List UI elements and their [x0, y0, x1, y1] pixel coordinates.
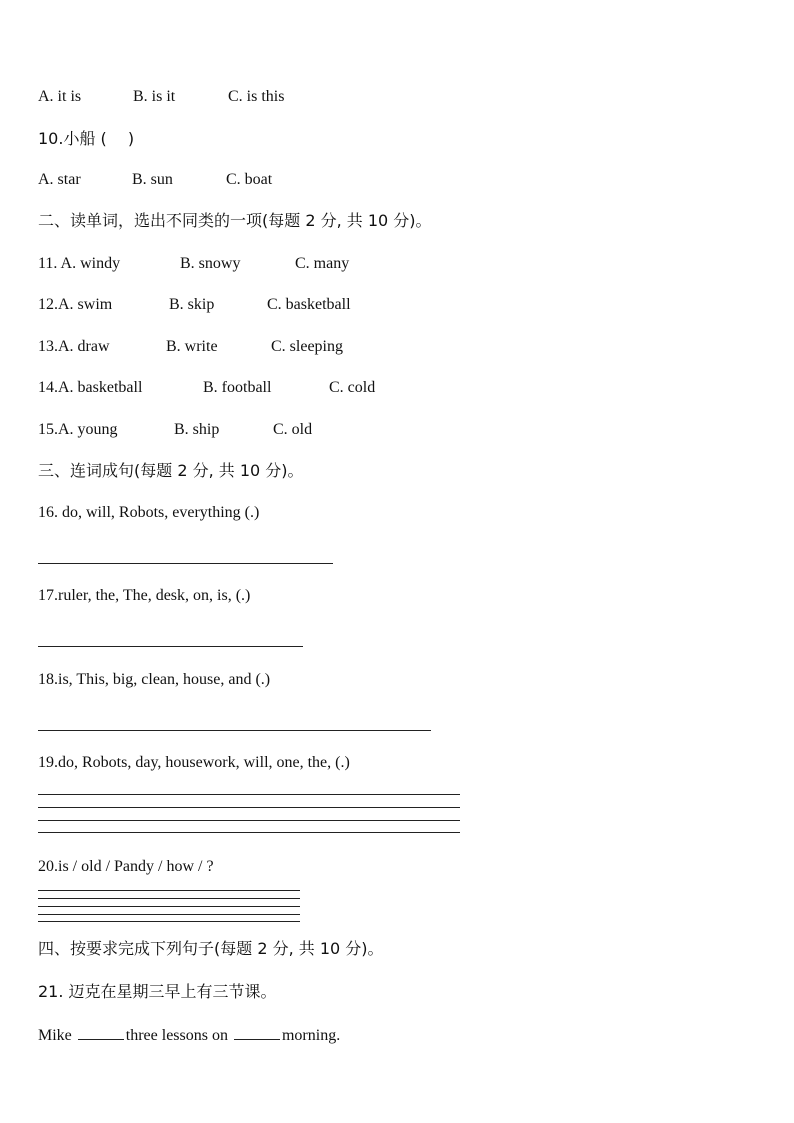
q19-prompt: 19.do, Robots, day, housework, will, one, the, (.) — [38, 754, 350, 771]
q21-text-3: morning. — [281, 1027, 341, 1044]
q9-option-b: B. is it — [133, 88, 176, 105]
q10-option-c: C. boat — [226, 171, 273, 188]
q16-answer-line — [38, 563, 333, 564]
q20-answer-line-4 — [38, 914, 300, 915]
section-3-title: 三、连词成句(每题 2 分, 共 10 分)。 — [38, 461, 304, 480]
q11-options — [38, 254, 458, 274]
q12-options — [38, 295, 458, 315]
q9-option-c: C. is this — [228, 88, 285, 105]
q19-answer-line-3 — [38, 820, 460, 821]
q16-prompt: 16. do, will, Robots, everything (.) — [38, 504, 260, 521]
q17-answer-line — [38, 646, 303, 647]
q21-text-2: three lessons on — [125, 1027, 232, 1044]
q9-options — [38, 87, 438, 107]
q19-answer-line-4 — [38, 832, 460, 833]
q21-blank-1[interactable] — [78, 1023, 124, 1040]
q14-option-b: B. football — [203, 379, 272, 396]
q20-answer-line-3 — [38, 906, 300, 907]
q13-option-a: 13.A. draw — [38, 338, 110, 355]
q10-options — [38, 170, 438, 190]
q12-option-c: C. basketball — [267, 296, 351, 313]
q21-sentence — [38, 1023, 340, 1046]
q10-option-b: B. sun — [132, 171, 173, 188]
q11-option-b: B. snowy — [180, 255, 241, 272]
q13-option-b: B. write — [166, 338, 218, 355]
q20-answer-line-2 — [38, 898, 300, 899]
q18-prompt: 18.is, This, big, clean, house, and (.) — [38, 671, 271, 688]
q19-answer-line-1 — [38, 794, 460, 795]
q12-option-a: 12.A. swim — [38, 296, 113, 313]
q21-prompt: 21. 迈克在星期三早上有三节课。 — [38, 982, 277, 1001]
q12-option-b: B. skip — [169, 296, 215, 313]
q11-option-c: C. many — [295, 255, 350, 272]
q15-options — [38, 420, 458, 440]
q21-text-1: Mike — [38, 1027, 76, 1044]
section-2-title: 二、读单词，选出不同类的一项(每题 2 分, 共 10 分)。 — [38, 211, 432, 230]
q13-options — [38, 337, 458, 357]
q17-prompt: 17.ruler, the, The, desk, on, is, (.) — [38, 587, 251, 604]
q14-options — [38, 378, 458, 398]
q20-prompt: 20.is / old / Pandy / how / ? — [38, 858, 214, 875]
q14-option-c: C. cold — [329, 379, 376, 396]
q14-option-a: 14.A. basketball — [38, 379, 143, 396]
section-4-title: 四、按要求完成下列句子(每题 2 分, 共 10 分)。 — [38, 939, 384, 958]
q9-option-a: A. it is — [38, 88, 82, 105]
q18-answer-line — [38, 730, 431, 731]
q10-prompt: 10.小船 ( ) — [38, 129, 135, 148]
q19-answer-line-2 — [38, 807, 460, 808]
q13-option-c: C. sleeping — [271, 338, 343, 355]
q15-option-a: 15.A. young — [38, 421, 118, 438]
q10-option-a: A. star — [38, 171, 81, 188]
q20-answer-line-1 — [38, 890, 300, 891]
q15-option-b: B. ship — [174, 421, 220, 438]
q21-blank-2[interactable] — [234, 1023, 280, 1040]
q15-option-c: C. old — [273, 421, 313, 438]
q11-option-a: 11. A. windy — [38, 255, 121, 272]
q20-answer-line-5 — [38, 921, 300, 922]
